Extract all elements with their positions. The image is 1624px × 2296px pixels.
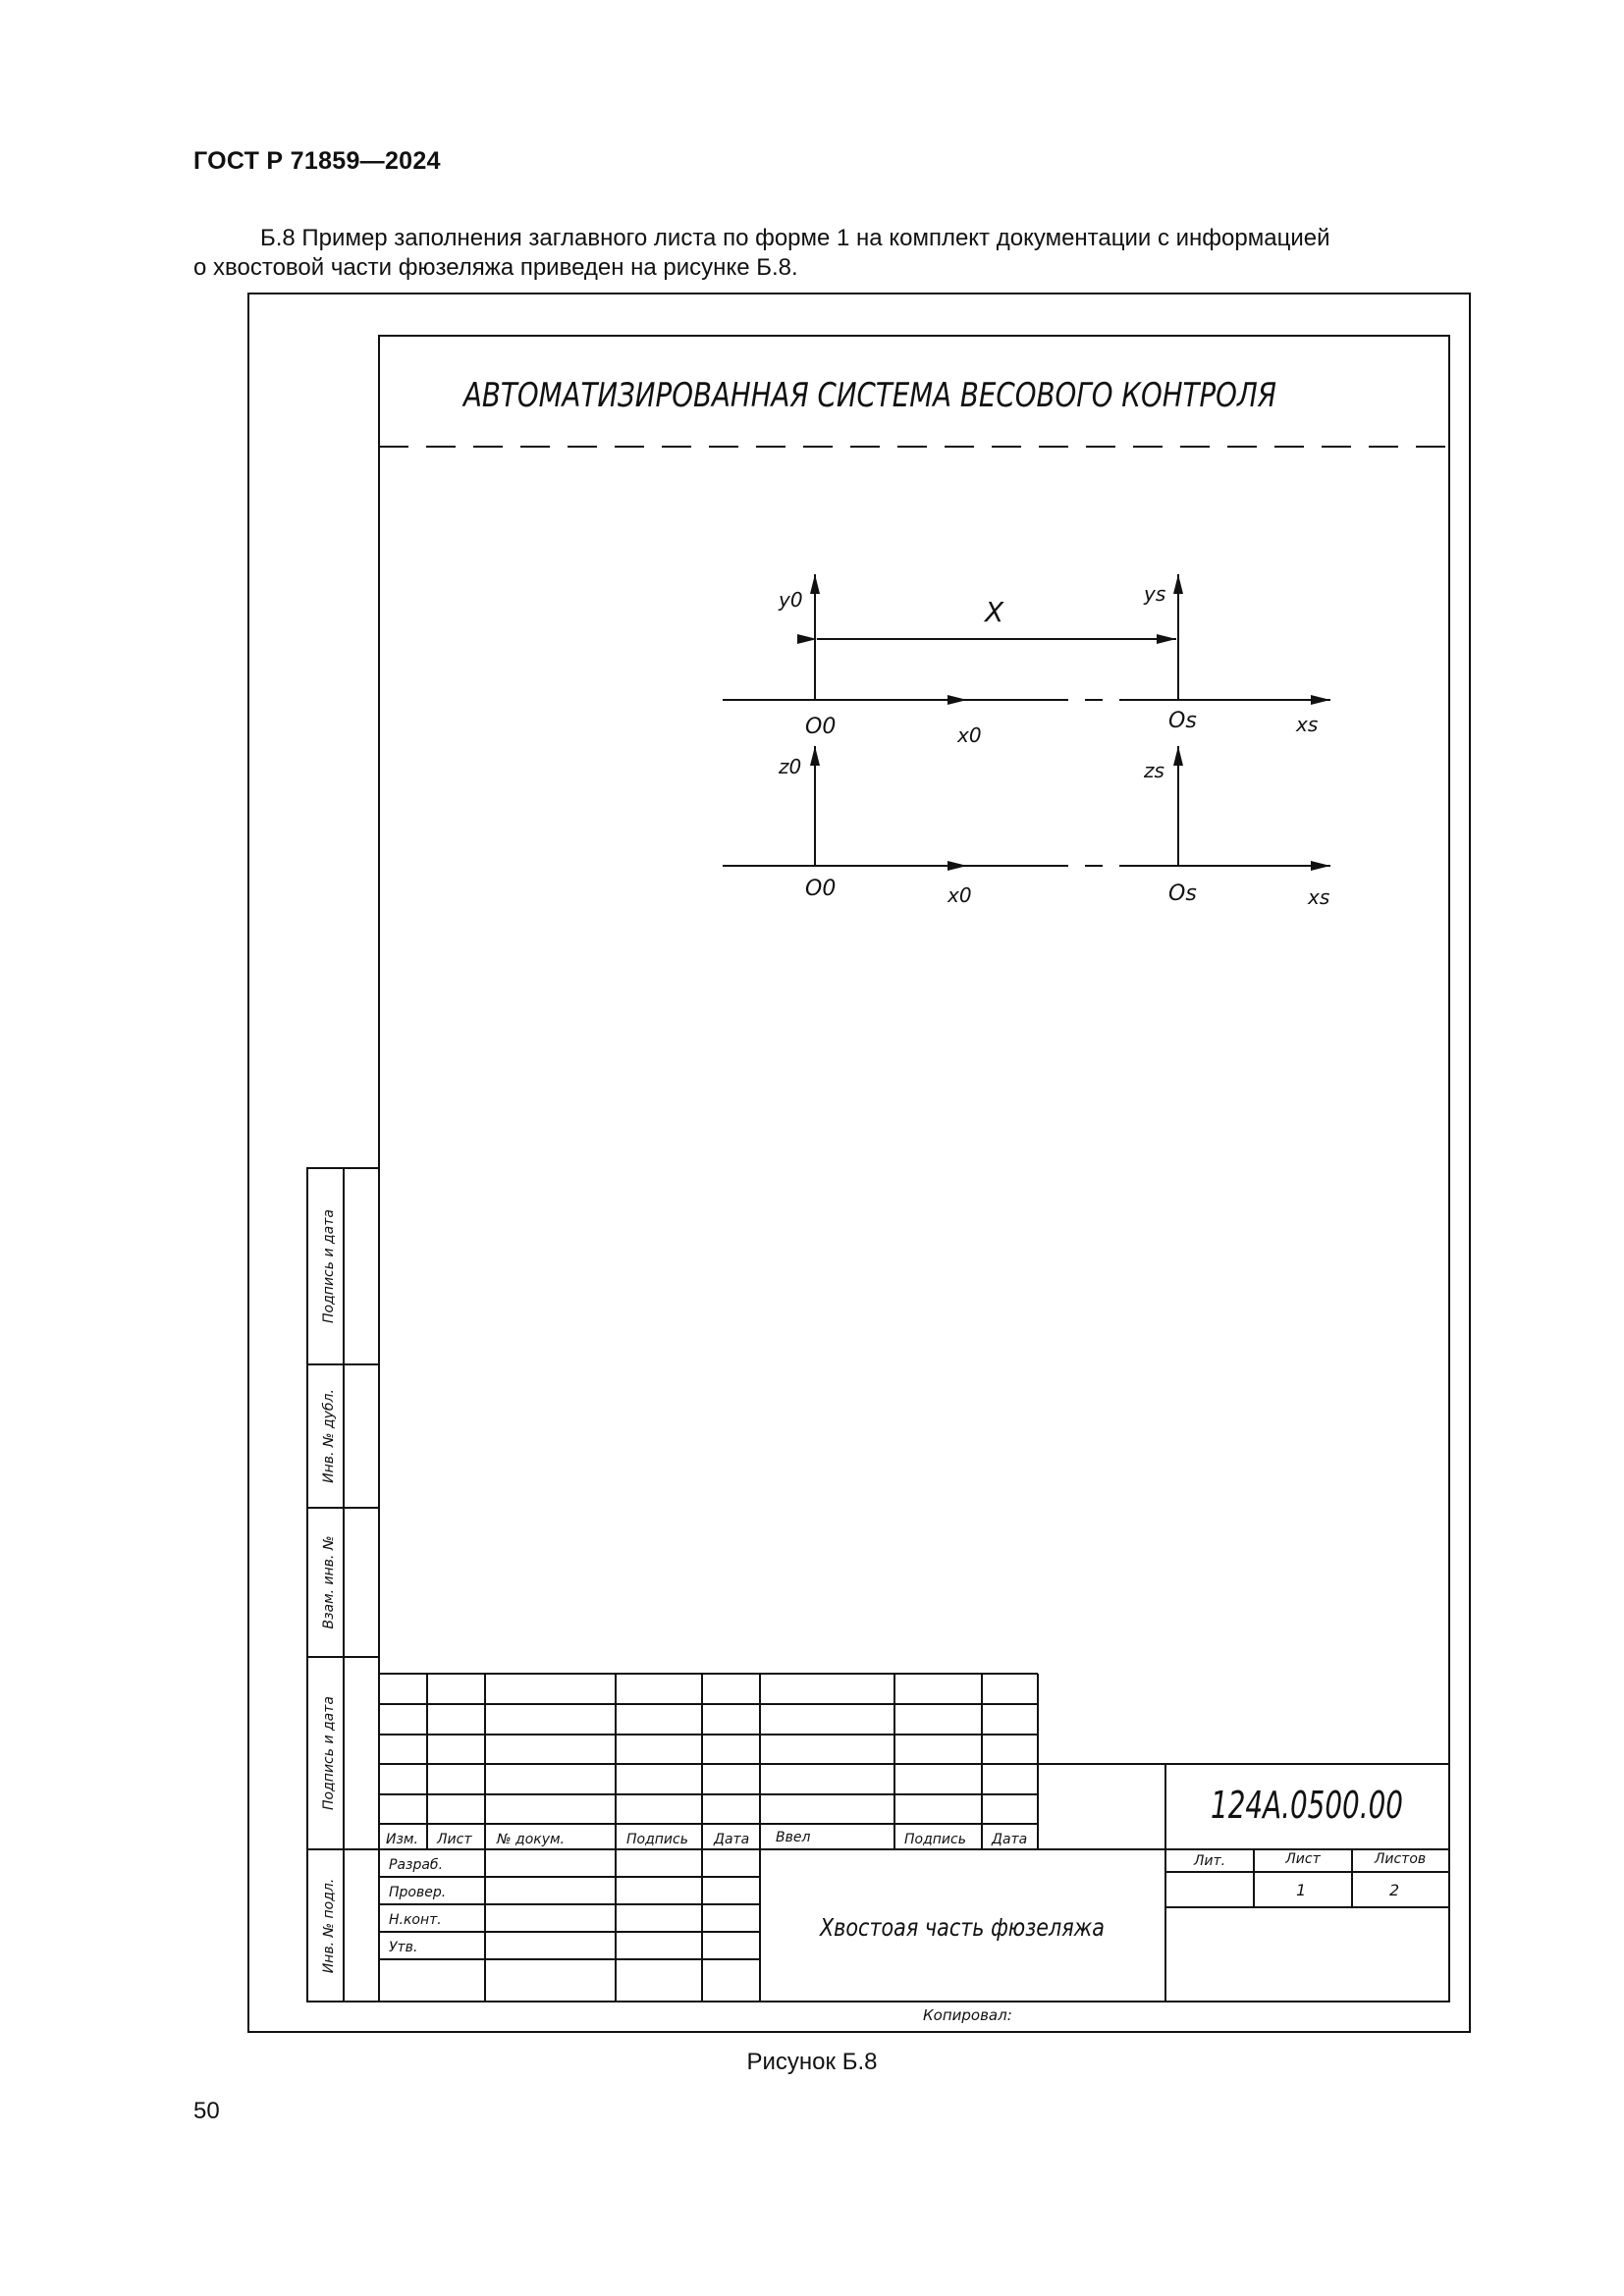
role-norm-control: Н.конт.	[389, 1912, 442, 1928]
label-z0: z0	[779, 755, 802, 778]
label-os-bottom: Os	[1168, 881, 1197, 906]
col-header-signature-2: Подпись	[904, 1832, 966, 1847]
side-label-replace-inv: Взам. инв. №	[321, 1535, 337, 1629]
page-number: 50	[193, 2098, 220, 2124]
role-developer: Разраб.	[389, 1857, 444, 1873]
sheet-label: Лист	[1285, 1851, 1321, 1867]
side-strip	[307, 1168, 379, 2002]
figure-caption: Рисунок Б.8	[746, 2049, 878, 2075]
label-zs: zs	[1144, 759, 1164, 782]
coordinate-diagram-bottom	[723, 746, 1330, 909]
sheets-label: Листов	[1374, 1851, 1427, 1867]
side-label-signature-date-bottom: Подпись и дата	[321, 1696, 337, 1810]
label-xs-bottom: xs	[1308, 885, 1330, 909]
lit-label: Лит.	[1193, 1853, 1226, 1869]
document-title: Хвостоая часть фюзеляжа	[818, 1913, 1105, 1942]
paragraph-line-1: Б.8 Пример заполнения заглавного листа по форме 1 на комплект документации с информацией	[260, 225, 1330, 251]
sheets-value: 2	[1389, 1881, 1400, 1899]
col-header-date: Дата	[714, 1832, 750, 1847]
label-o0-bottom: O0	[805, 877, 837, 901]
role-approved: Утв.	[389, 1940, 418, 1955]
outer-frame	[248, 294, 1470, 2032]
copied-label: Копировал:	[923, 2006, 1012, 2024]
coordinate-diagram-top	[723, 574, 1330, 747]
label-ys: ys	[1144, 582, 1166, 606]
col-header-izm: Изм.	[386, 1832, 418, 1847]
label-os-top: Os	[1168, 709, 1197, 733]
col-header-doc-number: № докум.	[497, 1832, 566, 1847]
label-x0-bottom: x0	[947, 883, 972, 907]
inner-frame	[379, 336, 1449, 2002]
banner-text: АВТОМАТИЗИРОВАННАЯ СИСТЕМА ВЕСОВОГО КОНТРОЛЯ	[461, 376, 1276, 415]
side-label-orig-inv: Инв. № подл.	[321, 1878, 337, 1974]
document-number: 124А.0500.00	[1211, 1784, 1403, 1827]
label-x-dimension: X	[985, 596, 1004, 628]
document-header: ГОСТ Р 71859—2024	[193, 147, 441, 175]
label-xs-top: xs	[1296, 713, 1319, 736]
col-header-entered: Ввел	[776, 1830, 811, 1845]
label-x0-top: x0	[957, 723, 982, 747]
paragraph-line-2: о хвостовой части фюзеляжа приведен на рисунке Б.8.	[193, 254, 798, 281]
col-header-signature: Подпись	[626, 1832, 688, 1847]
label-o0-top: O0	[805, 715, 837, 739]
label-y0: y0	[779, 588, 803, 612]
col-header-list: Лист	[437, 1832, 472, 1847]
side-label-dup-inv: Инв. № дубл.	[321, 1389, 337, 1483]
sheet-value: 1	[1296, 1881, 1307, 1899]
role-checker: Провер.	[389, 1885, 447, 1900]
side-label-signature-date-top: Подпись и дата	[321, 1209, 337, 1323]
col-header-date-2: Дата	[992, 1832, 1028, 1847]
